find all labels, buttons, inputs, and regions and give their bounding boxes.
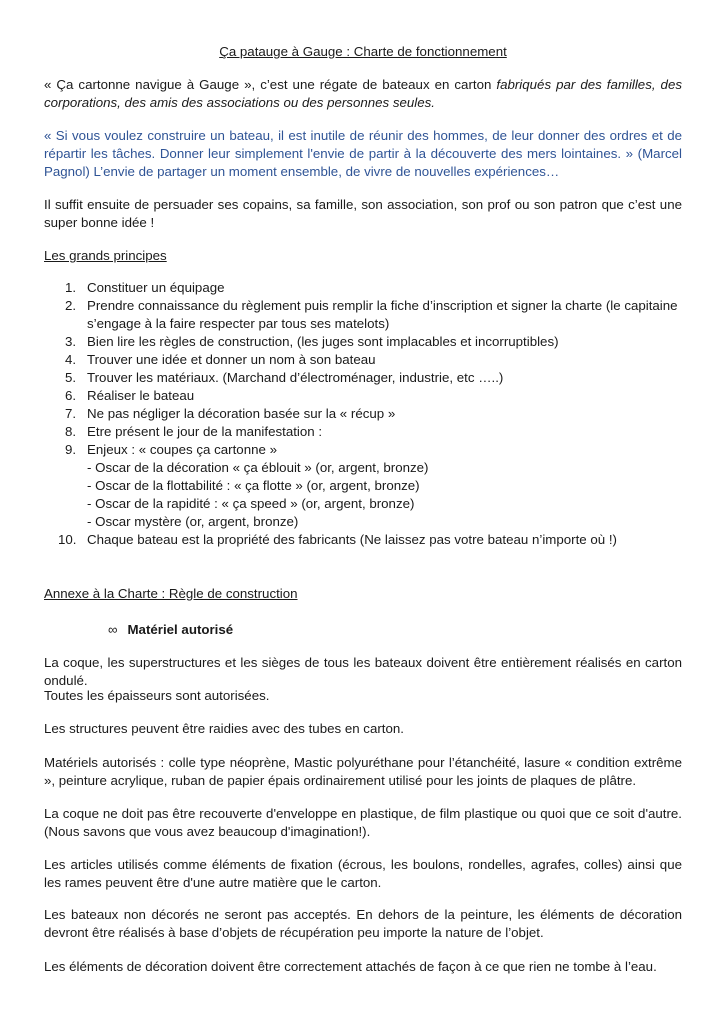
list-item: 9. Enjeux : « coupes ça cartonne » [65, 442, 277, 457]
material-heading: ∞ Matériel autorisé [108, 622, 234, 637]
principles-heading: Les grands principes [44, 248, 167, 263]
rule-paragraph: Matériels autorisés : colle type néoprène, Mastic polyuréthane pour l’étanchéité, lasure « condition extrême », peinture acrylique, ruban de papier épais ordinairement utilisé pour les joints de plaques de plâtre. [44, 755, 682, 788]
pagnol-quote: « Si vous voulez construire un bateau, il est inutile de réunir des hommes, de leur donner des ordres et de répartir les tâches. Donner leur simplement l'envie de partir à la découverte des mers lointaines. » (Marcel Pagnol) L’envie de partager un moment ensemble, de vivre de nouvelles expériences… [44, 128, 682, 179]
list-item: 2. Prendre connaissance du règlement puis remplir la fiche d’inscription et signer la charte (le capitaine s’engage à la faire respecter par tous ses matelots) [65, 298, 678, 331]
rule-paragraph: La coque, les superstructures et les sièges de tous les bateaux doivent être entièrement réalisés en carton ondulé. [44, 655, 682, 688]
oscar-item: - Oscar de la flottabilité : « ça flotte » (or, argent, bronze) [87, 478, 420, 493]
list-item: 8. Etre présent le jour de la manifestation : [65, 424, 323, 439]
annex-heading: Annexe à la Charte : Règle de construction [44, 586, 298, 601]
oscar-item: - Oscar de la rapidité : « ça speed » (or, argent, bronze) [87, 496, 415, 511]
intro-paragraph [44, 76, 682, 112]
intro-text: « Ça cartonne navigue à Gauge », c’est une régate de bateaux en carton [44, 77, 497, 92]
rule-paragraph: La coque ne doit pas être recouverte d'enveloppe en plastique, de film plastique ou quoi que ce soit d'autre. (Nous savons que vous avez beaucoup d'imagination!). [44, 806, 682, 839]
rule-paragraph: Les éléments de décoration doivent être correctement attachés de façon à ce que rien ne tombe à l’eau. [44, 959, 657, 974]
list-item: 3. Bien lire les règles de construction, (les juges sont implacables et incorruptibles) [65, 334, 559, 349]
list-item: 10. Chaque bateau est la propriété des fabricants (Ne laissez pas votre bateau n’importe où !) [58, 532, 617, 547]
principles-list [44, 279, 682, 549]
oscar-item: - Oscar mystère (or, argent, bronze) [87, 514, 299, 529]
page-title: Ça patauge à Gauge : Charte de fonctionnement [219, 44, 507, 59]
list-item: 5. Trouver les matériaux. (Marchand d’électroménager, industrie, etc …..) [65, 370, 504, 385]
list-item: 4. Trouver une idée et donner un nom à son bateau [65, 352, 376, 367]
rule-paragraph: Les articles utilisés comme éléments de fixation (écrous, les boulons, rondelles, agrafes, colles) ainsi que les rames peuvent être d'une autre matière que le carton. [44, 857, 682, 890]
rule-paragraph: Les bateaux non décorés ne seront pas acceptés. En dehors de la peinture, les éléments de décoration devront être réalisés à base d’objets de récupération peu importe la nature de l’objet. [44, 907, 682, 940]
list-item: 1. Constituer un équipage [65, 280, 225, 295]
persuade-paragraph: Il suffit ensuite de persuader ses copains, sa famille, son association, son prof ou son patron que c’est une super bonne idée ! [44, 197, 682, 230]
oscar-item: - Oscar de la décoration « ça éblouit » (or, argent, bronze) [87, 460, 429, 475]
list-item: 6. Réaliser le bateau [65, 388, 195, 403]
intro-italic: fabriqués par des familles, des corporations, des amis des associations ou des personnes seules. [44, 77, 683, 110]
rule-paragraph: Toutes les épaisseurs sont autorisées. [44, 688, 270, 703]
rule-paragraph: Les structures peuvent être raidies avec des tubes en carton. [44, 721, 404, 736]
infinity-bullet-icon: ∞ [108, 622, 118, 637]
list-item: 7. Ne pas négliger la décoration basée sur la « récup » [65, 406, 396, 421]
